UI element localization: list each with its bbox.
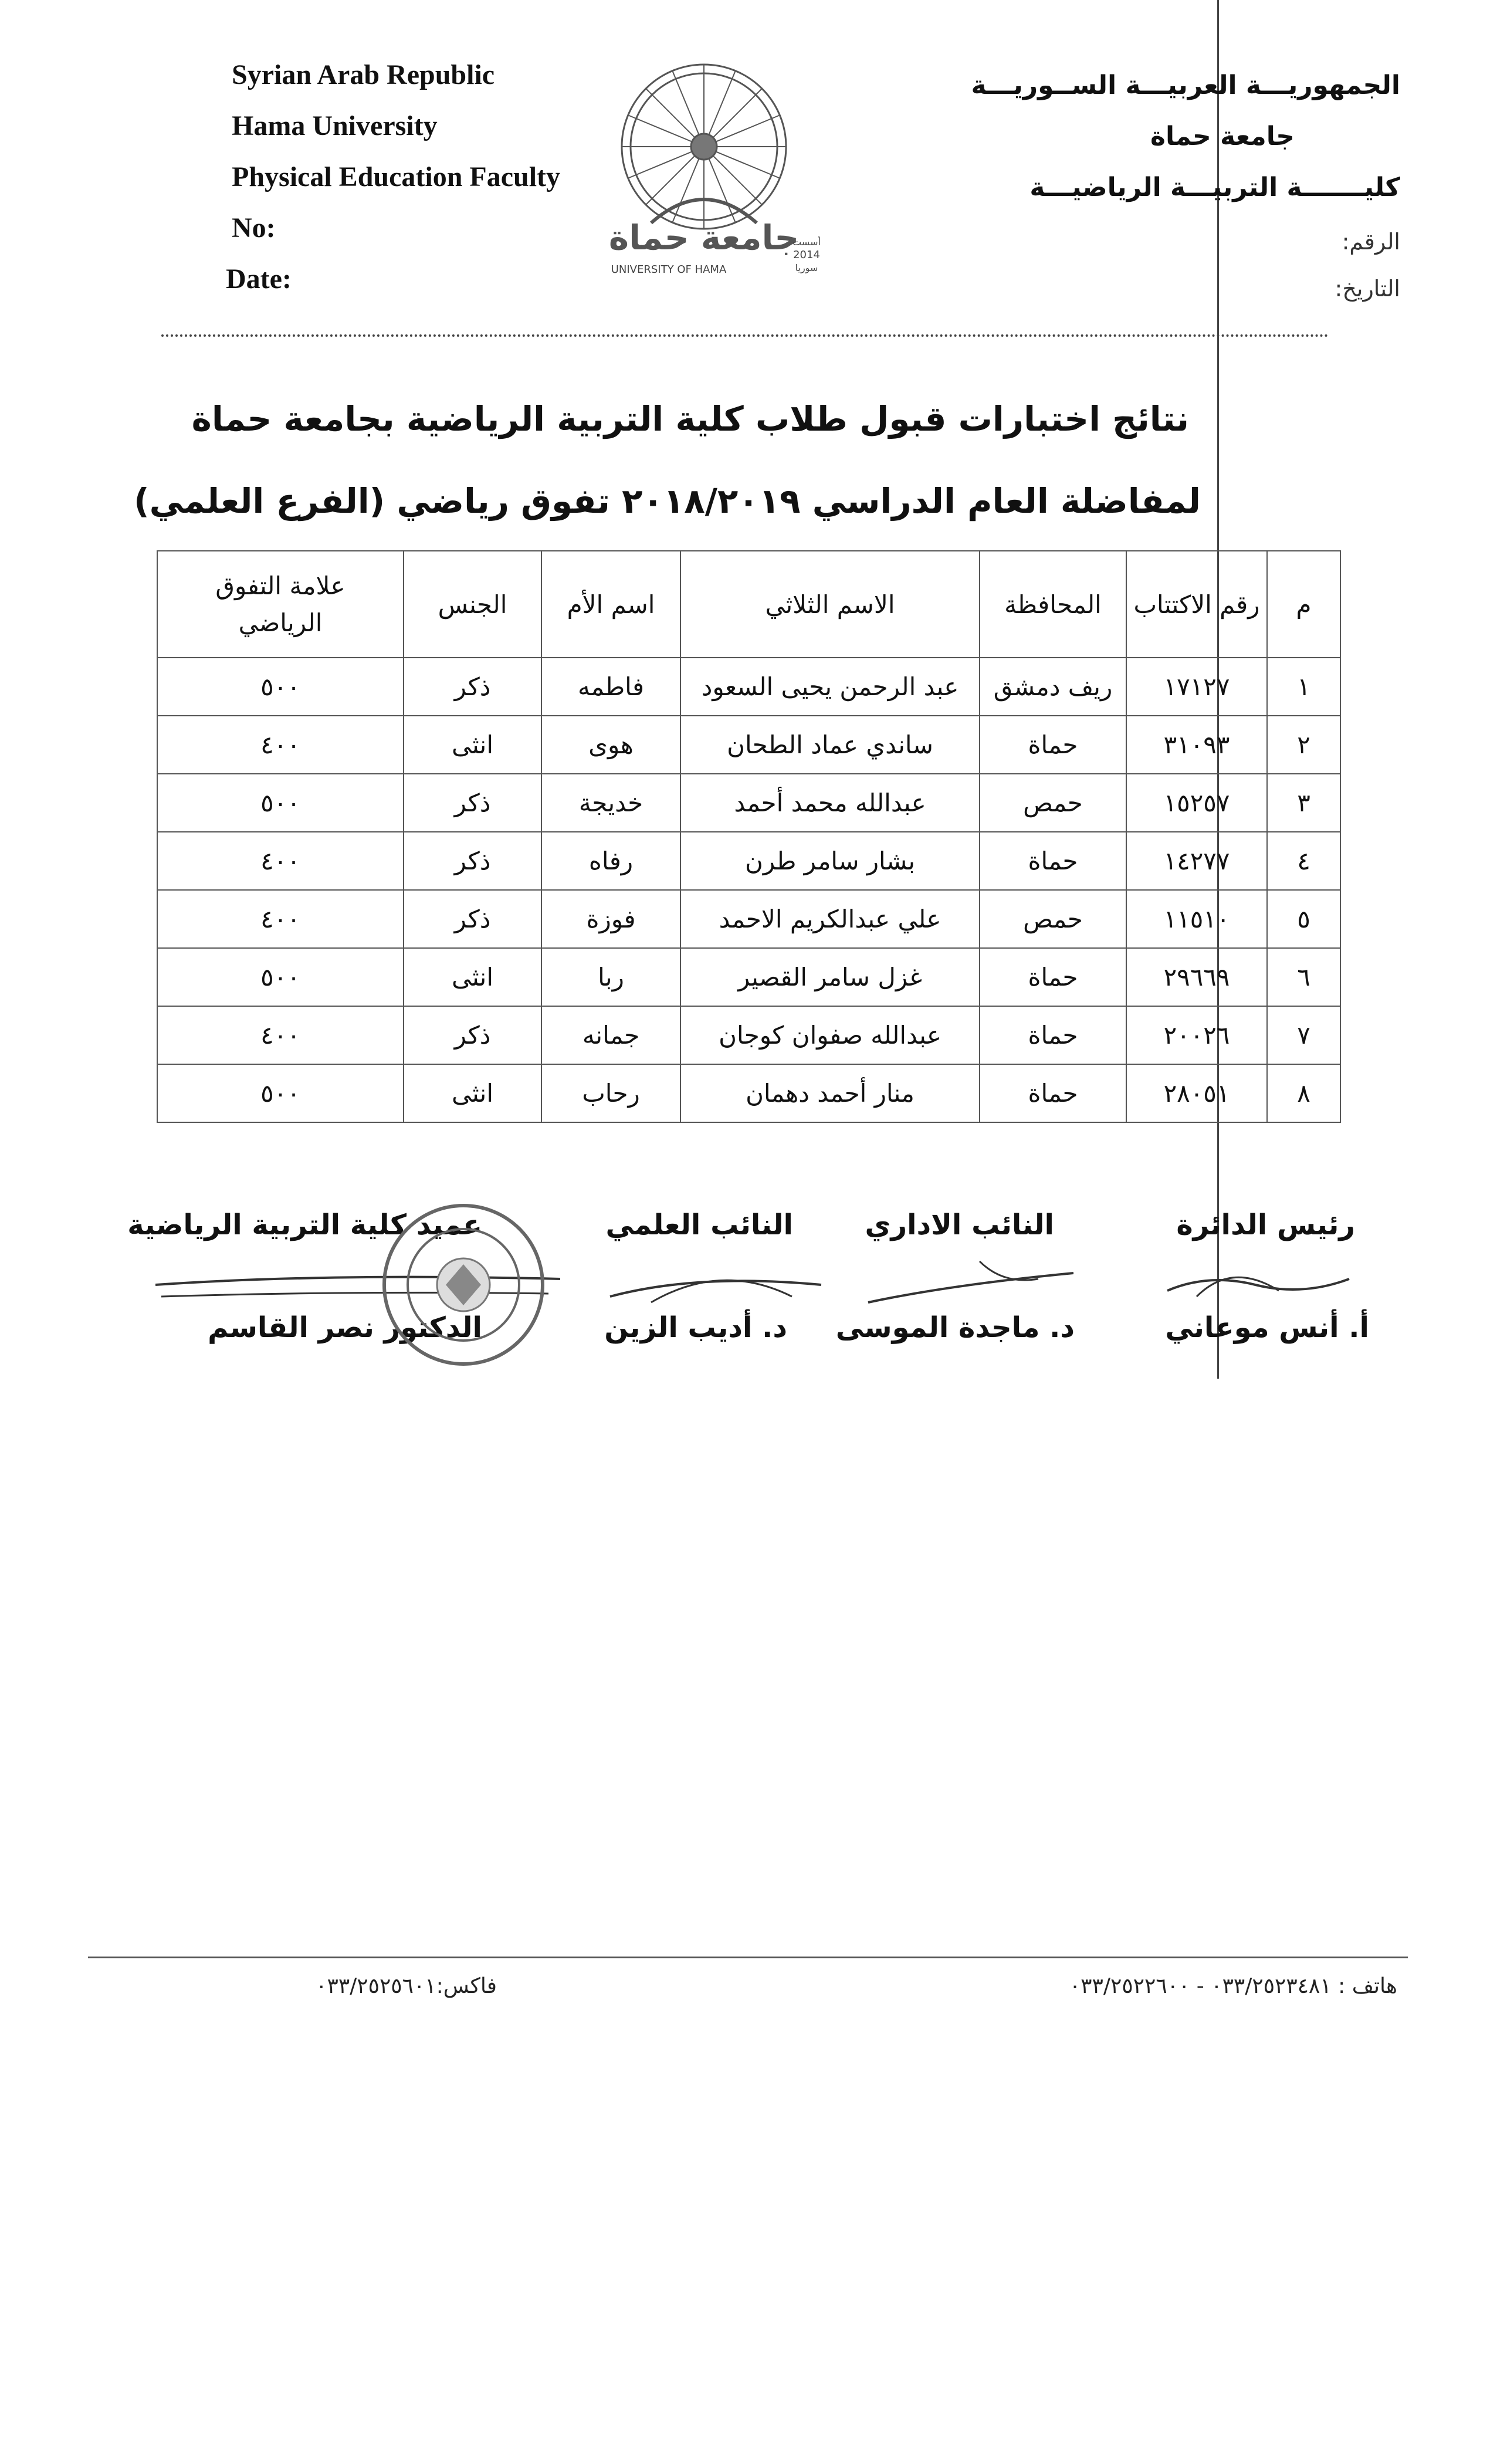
cell-index: ٢ (1267, 716, 1340, 774)
signature-name-dean: الدكتور نصر القاسم (208, 1311, 482, 1344)
signature-title-dean: عميد كلية التربية الرياضية (127, 1209, 482, 1241)
header-governorate: المحافظة (980, 551, 1126, 658)
footer-fax: فاكس:٠٣٣/٢٥٢٥٦٠١ (316, 1974, 497, 1998)
header-sport-score: علامة التفوق الرياضي (157, 551, 404, 658)
signature-mark-department-head (1161, 1250, 1355, 1308)
logo-caption: UNIVERSITY OF HAMA (611, 263, 727, 276)
cell-full-name: عبد الرحمن يحيى السعود (680, 658, 980, 716)
cell-gender: ذكر (404, 1006, 541, 1064)
cell-gender: ذكر (404, 832, 541, 890)
header-index: م (1267, 551, 1340, 658)
cell-sport-score: ٥٠٠ (157, 774, 404, 832)
cell-subscription-number: ٢٠٠٢٦ (1126, 1006, 1267, 1064)
header-mother-name: اسم الأم (541, 551, 680, 658)
signature-name-scientific-deputy: د. أديب الزين (604, 1311, 787, 1344)
cell-sport-score: ٥٠٠ (157, 658, 404, 716)
cell-gender: انثى (404, 1064, 541, 1122)
cell-mother-name: فوزة (541, 890, 680, 948)
cell-gender: ذكر (404, 890, 541, 948)
signature-mark-admin-deputy (862, 1250, 1085, 1314)
table-row (157, 1006, 1340, 1064)
cell-governorate: حماة (980, 1006, 1126, 1064)
table-row (157, 774, 1340, 832)
table-row (157, 658, 1340, 716)
header-en-faculty: Physical Education Faculty (232, 161, 561, 192)
cell-index: ١ (1267, 658, 1340, 716)
cell-mother-name: خديجة (541, 774, 680, 832)
cell-mother-name: جمانه (541, 1006, 680, 1064)
cell-index: ٣ (1267, 774, 1340, 832)
header-en-date-label: Date: (226, 263, 292, 295)
header-subscription-number: رقم الاكتتاب (1126, 551, 1267, 658)
cell-mother-name: فاطمه (541, 658, 680, 716)
cell-mother-name: هوى (541, 716, 680, 774)
table-row (157, 890, 1340, 948)
cell-mother-name: رفاه (541, 832, 680, 890)
cell-subscription-number: ٣١٠٩٣ (1126, 716, 1267, 774)
cell-full-name: ساندي عماد الطحان (680, 716, 980, 774)
table-row (157, 948, 1340, 1006)
cell-full-name: عبدالله صفوان كوجان (680, 1006, 980, 1064)
logo-est: أسست (792, 236, 821, 248)
cell-gender: انثى (404, 948, 541, 1006)
table-row (157, 832, 1340, 890)
header-en-country: Syrian Arab Republic (232, 59, 495, 90)
signature-title-admin-deputy: النائب الاداري (865, 1209, 1054, 1241)
cell-sport-score: ٤٠٠ (157, 716, 404, 774)
logo-country: سوريا (795, 262, 818, 273)
cell-full-name: عبدالله محمد أحمد (680, 774, 980, 832)
cell-sport-score: ٤٠٠ (157, 832, 404, 890)
cell-index: ٧ (1267, 1006, 1340, 1064)
university-logo (598, 59, 845, 282)
cell-gender: ذكر (404, 658, 541, 716)
title-line-2: لمفاضلة العام الدراسي ٢٠١٨/٢٠١٩ تفوق رياضي (الفرع العلمي) (134, 481, 1201, 521)
title-line-1: نتائج اختبارات قبول طلاب كلية التربية الرياضية بجامعة حماة (191, 399, 1189, 439)
header-ar-university: جامعة حماة (1150, 121, 1295, 151)
cell-sport-score: ٥٠٠ (157, 1064, 404, 1122)
cell-governorate: حماة (980, 716, 1126, 774)
cell-mother-name: رحاب (541, 1064, 680, 1122)
cell-governorate: حمص (980, 774, 1126, 832)
signature-name-admin-deputy: د. ماجدة الموسى (835, 1311, 1075, 1344)
cell-sport-score: ٤٠٠ (157, 890, 404, 948)
header-separator (161, 334, 1329, 337)
cell-subscription-number: ٢٩٦٦٩ (1126, 948, 1267, 1006)
signature-title-scientific-deputy: النائب العلمي (605, 1209, 793, 1241)
header-en-university: Hama University (232, 110, 438, 141)
table-row (157, 1064, 1340, 1122)
footer-separator (88, 1957, 1408, 1958)
cell-governorate: حماة (980, 948, 1126, 1006)
signature-mark-scientific-deputy (604, 1250, 827, 1314)
table-header-row (157, 551, 1340, 658)
header-gender: الجنس (404, 551, 541, 658)
cell-subscription-number: ٢٨٠٥١ (1126, 1064, 1267, 1122)
header-ar-date-label: التاريخ: (1335, 276, 1400, 302)
cell-gender: انثى (404, 716, 541, 774)
cell-full-name: علي عبدالكريم الاحمد (680, 890, 980, 948)
official-stamp (375, 1197, 551, 1373)
cell-subscription-number: ١٧١٢٧ (1126, 658, 1267, 716)
cell-full-name: غزل سامر القصير (680, 948, 980, 1006)
cell-index: ٤ (1267, 832, 1340, 890)
header-ar-no-label: الرقم: (1342, 229, 1400, 255)
header-full-name: الاسم الثلاثي (680, 551, 980, 658)
cell-governorate: حمص (980, 890, 1126, 948)
cell-full-name: بشار سامر طرن (680, 832, 980, 890)
cell-governorate: ريف دمشق (980, 658, 1126, 716)
cell-governorate: حماة (980, 832, 1126, 890)
cell-governorate: حماة (980, 1064, 1126, 1122)
cell-index: ٨ (1267, 1064, 1340, 1122)
cell-sport-score: ٥٠٠ (157, 948, 404, 1006)
header-en-no-label: No: (232, 212, 276, 243)
cell-subscription-number: ١٥٢٥٧ (1126, 774, 1267, 832)
footer-phone: هاتف : ٠٣٣/٢٥٢٣٤٨١ - ٠٣٣/٢٥٢٢٦٠٠ (1069, 1974, 1397, 1998)
logo-arabic-text: جامعة حماة (608, 218, 800, 258)
cell-subscription-number: ١٤٢٧٧ (1126, 832, 1267, 890)
header-ar-country: الجمهوريـــة العربيـــة الســوريـــة (971, 70, 1400, 100)
signature-title-department-head: رئيس الدائرة (1176, 1209, 1355, 1241)
cell-full-name: منار أحمد دهمان (680, 1064, 980, 1122)
cell-subscription-number: ١١٥١٠ (1126, 890, 1267, 948)
cell-mother-name: ربا (541, 948, 680, 1006)
logo-year: 2014 (793, 249, 820, 261)
signature-name-department-head: أ. أنس موعاني (1165, 1311, 1369, 1344)
cell-gender: ذكر (404, 774, 541, 832)
table-row (157, 716, 1340, 774)
results-table (157, 550, 1341, 1123)
cell-sport-score: ٤٠٠ (157, 1006, 404, 1064)
header-ar-faculty: كليـــــــة التربيـــة الرياضيـــة (1029, 172, 1400, 202)
cell-index: ٥ (1267, 890, 1340, 948)
cell-index: ٦ (1267, 948, 1340, 1006)
